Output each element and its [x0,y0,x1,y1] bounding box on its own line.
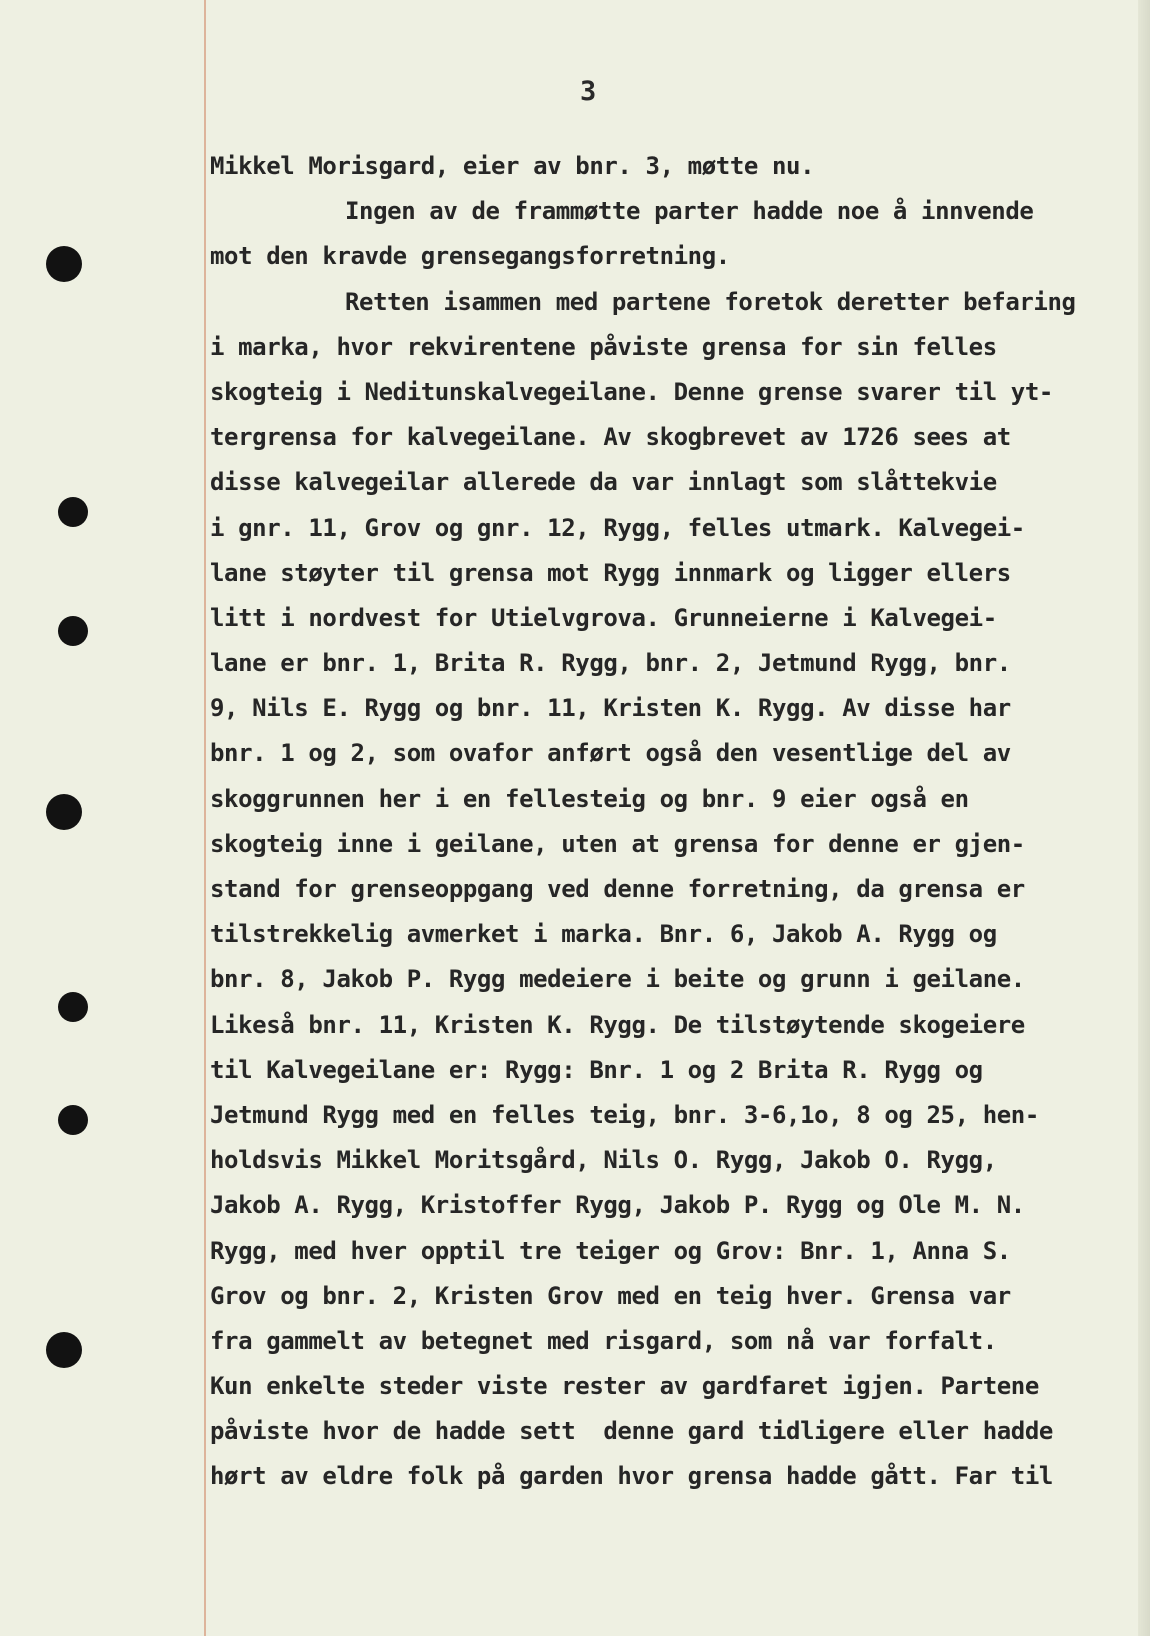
punch-hole [58,497,88,527]
text-line: disse kalvegeilar allerede da var innlagt som slåttekvie [210,468,997,497]
text-line: Rygg, med hver opptil tre teiger og Grov: Bnr. 1, Anna S. [210,1236,1011,1265]
text-line: Grov og bnr. 2, Kristen Grov med en teig hver. Grensa var [210,1281,1011,1310]
text-line: hørt av eldre folk på garden hvor grensa hadde gått. Far til [210,1462,1053,1491]
text-line: Retten isammen med partene foretok deretter befaring [345,287,1076,316]
text-line: bnr. 1 og 2, som ovafor anført også den vesentlige del av [210,739,1011,768]
text-line: lane er bnr. 1, Brita R. Rygg, bnr. 2, Jetmund Rygg, bnr. [210,649,1011,678]
punch-hole [58,1105,88,1135]
text-line: stand for grenseoppgang ved denne forretning, da grensa er [210,875,1025,903]
punch-hole [46,794,82,830]
text-line: skogteig inne i geilane, uten at grensa for denne er gjen- [210,829,1025,858]
text-line: holdsvis Mikkel Moritsgård, Nils O. Rygg, Jakob O. Rygg, [210,1146,997,1175]
text-line: i gnr. 11, Grov og gnr. 12, Rygg, felles utmark. Kalvegei- [210,513,1025,542]
text-line: Jakob A. Rygg, Kristoffer Rygg, Jakob P. Rygg og Ole M. N. [210,1191,1025,1220]
punch-hole [58,992,88,1022]
margin-rule [204,0,206,1636]
text-line: skogteig i Neditunskalvegeilane. Denne grense svarer til yt- [210,377,1053,406]
text-line: lane støyter til grensa mot Rygg innmark og ligger ellers [210,558,1011,587]
page-edge [1138,0,1150,1636]
punch-hole [46,246,82,282]
typed-text-body [210,144,1076,1500]
text-line: fra gammelt av betegnet med risgard, som nå var forfalt. [210,1326,997,1355]
text-line: Ingen av de frammøtte parter hadde noe å innvende [345,197,1034,226]
text-line: skoggrunnen her i en fellesteig og bnr. 9 eier også en [210,784,969,813]
page-number: 3 [580,76,597,107]
text-line: til Kalvegeilane er: Rygg: Bnr. 1 og 2 Brita R. Rygg og [210,1055,983,1084]
punch-hole [58,616,88,646]
text-line: tilstrekkelig avmerket i marka. Bnr. 6, Jakob A. Rygg og [210,920,997,949]
text-line: påviste hvor de hadde sett denne gard tidligere eller hadde [210,1417,1053,1446]
text-line: mot den kravde grensegangsforretning. [210,242,730,271]
text-line: i marka, hvor rekvirentene påviste grensa for sin felles [210,332,997,361]
text-line: Kun enkelte steder viste rester av gardfaret igjen. Partene [210,1372,1039,1401]
punch-hole [46,1332,82,1368]
text-line: bnr. 8, Jakob P. Rygg medeiere i beite og grunn i geilane. [210,965,1025,994]
text-line: litt i nordvest for Utielvgrova. Grunneierne i Kalvegei- [210,603,997,632]
text-line: Likeså bnr. 11, Kristen K. Rygg. De tilstøytende skogeiere [210,1010,1025,1039]
text-line: tergrensa for kalvegeilane. Av skogbrevet av 1726 sees at [210,423,1011,452]
text-line: 9, Nils E. Rygg og bnr. 11, Kristen K. Rygg. Av disse har [210,694,1011,723]
text-line: Jetmund Rygg med en felles teig, bnr. 3-6,1o, 8 og 25, hen- [210,1100,1039,1129]
text-line: Mikkel Morisgard, eier av bnr. 3, møtte nu. [210,152,815,180]
